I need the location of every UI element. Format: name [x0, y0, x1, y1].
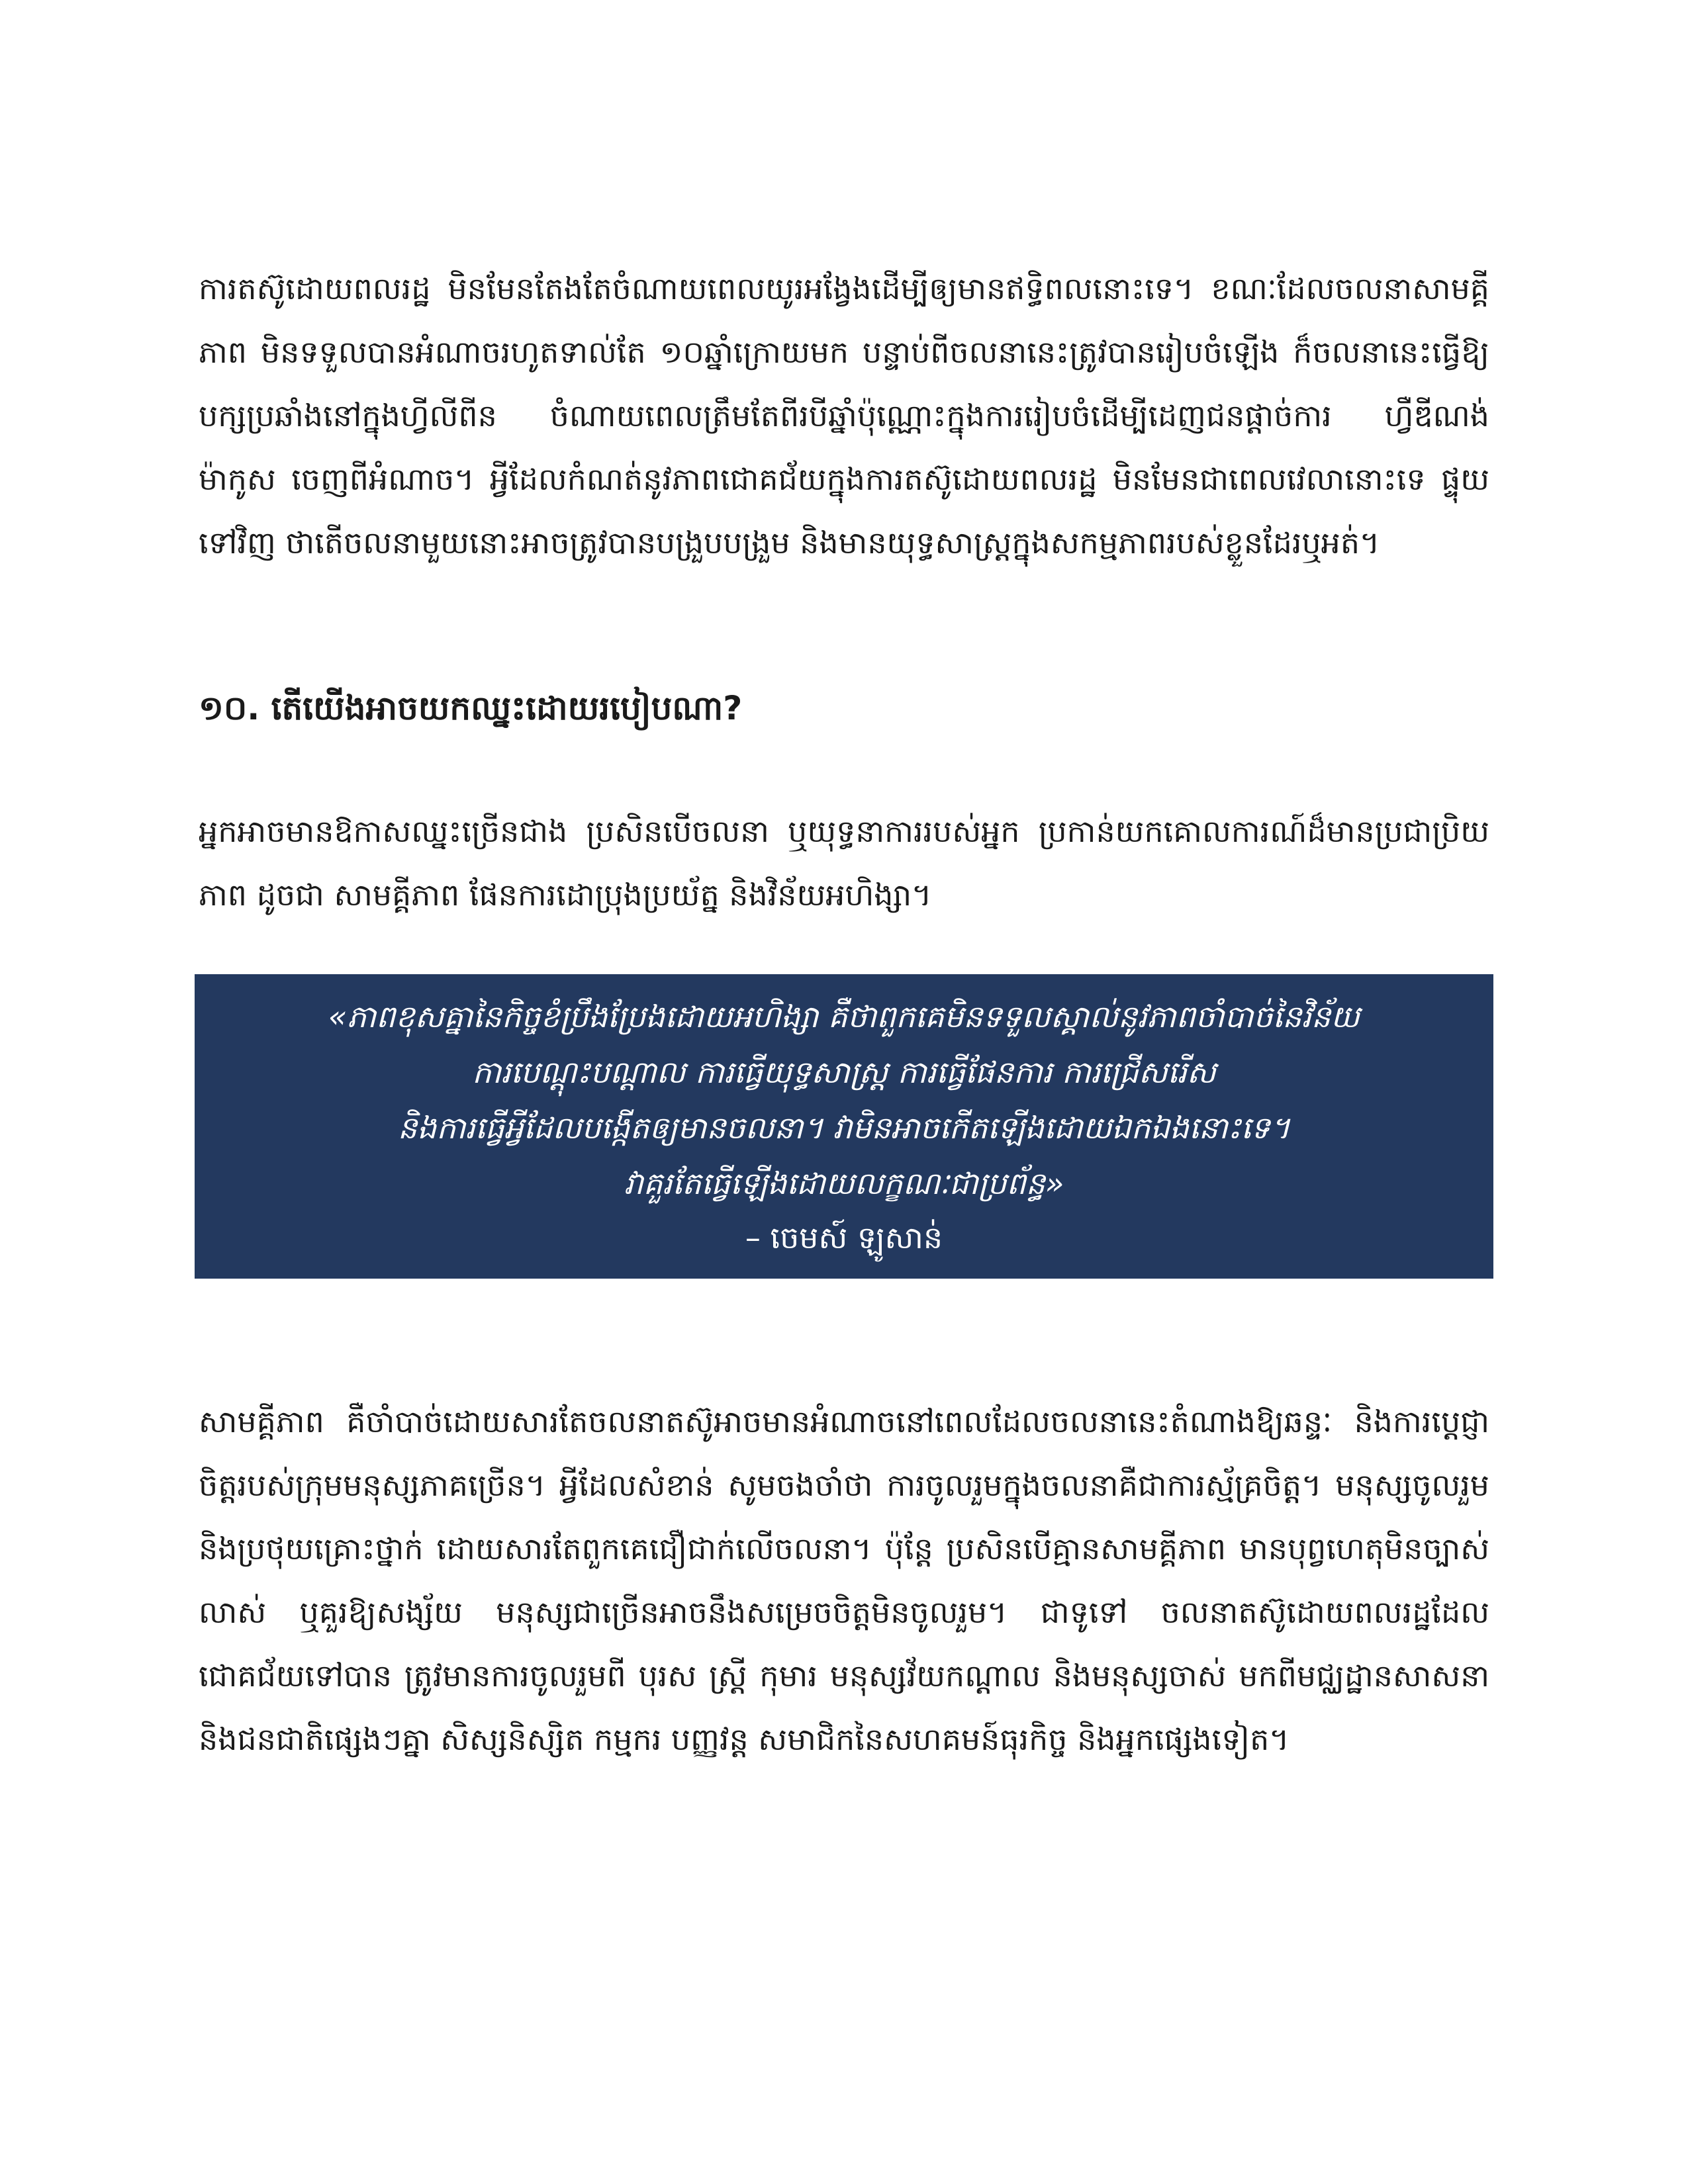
quote-author: – ចេមស៍ ឡូសាន់	[745, 1220, 943, 1255]
quote-box	[195, 974, 1493, 1279]
quote-line: ការបេណ្ដុះបណ្ដាល ការធ្វើយុទ្ធសាស្ត្រ ការធ្វើផែនការ ការជ្រើសរើស	[472, 1054, 1216, 1090]
quote-line: និងការធ្វើអ្វីដែលបង្កើតឲ្យមានចលនា។ វាមិនអាចកើតឡើងដោយឯកឯងនោះទេ។	[398, 1110, 1290, 1146]
paragraph-principles: អ្នកអាចមានឱកាសឈ្នះច្រើនជាង ប្រសិនបើចលនា ឬយុទ្ធនាការរបស់អ្នក ប្រកាន់យកគោលការណ៍ដ៏មានប្រជាប្រិយភាព ដូចជា សាមគ្គីភាព ផែនការដោប្រុងប្រយ័ត្ន និងវិន័យអហិង្សា។	[199, 813, 1489, 913]
paragraph-unity: សាមគ្គីភាព គឺចាំបាច់ដោយសារតែចលនាតស៊ូអាចមានអំណាចនៅពេលដែលចលនានេះតំណាងឱ្យឆន្ទៈ និងការប្តេជ្ញាចិត្តរបស់ក្រុមមនុស្សភាគច្រើន។ អ្វីដែលសំខាន់ សូមចងចាំថា ការចូលរួមក្នុងចលនាគឺជាការស្ម័គ្រចិត្ត។ មនុស្សចូលរួម និងប្រថុយគ្រោះថ្នាក់ ដោយសារតែពួកគេជឿជាក់លើចលនា។ ប៉ុន្តែ ប្រសិនបើគ្មានសាមគ្គីភាព មានបុព្វហេតុមិនច្បាស់លាស់ ឬគួរឱ្យសង្ស័យ មនុស្សជាច្រើនអាចនឹងសម្រេចចិត្តមិនចូលរួម។ ជាទូទៅ ចលនាតស៊ូដោយពលរដ្ឋដែលជោគជ័យទៅបាន ត្រូវមានការចូលរួមពី បុរស ស្ត្រី កុមារ មនុស្សវ័យកណ្ដាល និងមនុស្សចាស់ មកពីមជ្ឈដ្ឋានសាសនា និងជនជាតិផ្សេងៗគ្នា សិស្សនិស្សិត កម្មករ បញ្ញវន្ត សមាជិកនៃសហគមន៍ធុរកិច្ច និងអ្នកផ្សេងទៀត។	[199, 1404, 1489, 1757]
quote-line: «ភាពខុសគ្នានៃកិច្ចខំប្រឹងប្រែងដោយអហិង្សា គឺថាពួកគេមិនទទួលស្គាល់នូវភាពចាំបាច់នៃវិន័យ	[328, 999, 1360, 1034]
section-heading: ១០. តើយើងអាចយកឈ្នះដោយរបៀបណា?	[199, 689, 743, 727]
paragraph-timing: ការតស៊ូដោយពលរដ្ឋ មិនមែនតែងតែចំណាយពេលយូរអង្វែងដើម្បីឲ្យមានឥទ្ធិពលនោះទេ។ ខណៈដែលចលនាសាមគ្គីភាព មិនទទួលបានអំណាចរហូតទាល់តែ ១០ឆ្នាំក្រោយមក បន្ទាប់ពីចលនានេះត្រូវបានរៀបចំឡើង ក៏ចលនានេះធ្វើឱ្យបក្សប្រឆាំងនៅក្នុងហ្វីលីពីន ចំណាយពេលត្រឹមតែពីរបីឆ្នាំប៉ុណ្ណោះក្នុងការរៀបចំដើម្បីដេញជនផ្តាច់ការ ហ្វឺឌីណង់ ម៉ាកូស ចេញពីអំណាច។ អ្វីដែលកំណត់នូវភាពជោគជ័យក្នុងការតស៊ូដោយពលរដ្ឋ មិនមែនជាពេលវេលានោះទេ ផ្ទុយទៅវិញ ថាតើចលនាមួយនោះអាចត្រូវបានបង្រួបបង្រួម និងមានយុទ្ធសាស្ត្រក្នុងសកម្មភាពរបស់ខ្លួនដែរឬអត់។	[199, 271, 1489, 561]
quote-line: វាគួរតែធ្វើឡើងដោយលក្ខណៈជាប្រព័ន្ធ»	[624, 1165, 1064, 1201]
